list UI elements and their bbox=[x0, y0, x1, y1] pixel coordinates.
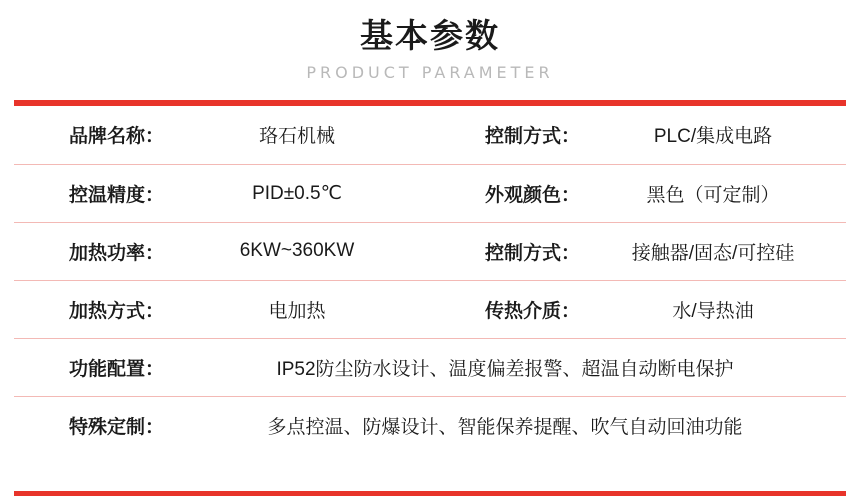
page-title: 基本参数 bbox=[360, 17, 500, 54]
param-value: 6KW~360KW bbox=[164, 222, 430, 280]
parameter-table-body bbox=[14, 106, 846, 454]
param-label: 传热介质： bbox=[430, 280, 580, 338]
param-value: 珞石机械 bbox=[258, 126, 335, 148]
table-row bbox=[14, 280, 846, 338]
param-label: 控制方式： bbox=[430, 222, 580, 280]
param-label: 加热功率： bbox=[14, 222, 164, 280]
param-value: 水/导热油 bbox=[580, 280, 846, 338]
param-value: 接触器/固态/可控硅 bbox=[580, 222, 846, 280]
param-value: 电加热 bbox=[164, 280, 430, 338]
param-label: 控制方式： bbox=[484, 126, 580, 148]
table-row bbox=[14, 396, 846, 454]
param-label: 加热方式： bbox=[14, 280, 164, 338]
table-row bbox=[14, 106, 846, 164]
table-row bbox=[14, 222, 846, 280]
param-value: PLC/集成电路 bbox=[653, 126, 773, 148]
table-row bbox=[14, 164, 846, 222]
param-value: IP52防尘防水设计、温度偏差报警、超温自动断电保护 bbox=[164, 338, 846, 396]
page-header bbox=[0, 0, 860, 86]
param-label: 功能配置： bbox=[14, 338, 164, 396]
param-label: 外观颜色： bbox=[430, 164, 580, 222]
param-value: 多点控温、防爆设计、智能保养提醒、吹气自动回油功能 bbox=[164, 396, 846, 454]
param-label: 特殊定制： bbox=[14, 396, 164, 454]
param-label: 控温精度： bbox=[14, 164, 164, 222]
page-subtitle: PRODUCT PARAMETER bbox=[306, 63, 554, 82]
bottom-accent-bar bbox=[14, 491, 846, 496]
param-value: 黑色（可定制） bbox=[580, 164, 846, 222]
parameter-table bbox=[14, 106, 846, 454]
param-value: PID±0.5℃ bbox=[164, 164, 430, 222]
param-label: 品牌名称： bbox=[68, 126, 164, 148]
table-row bbox=[14, 338, 846, 396]
